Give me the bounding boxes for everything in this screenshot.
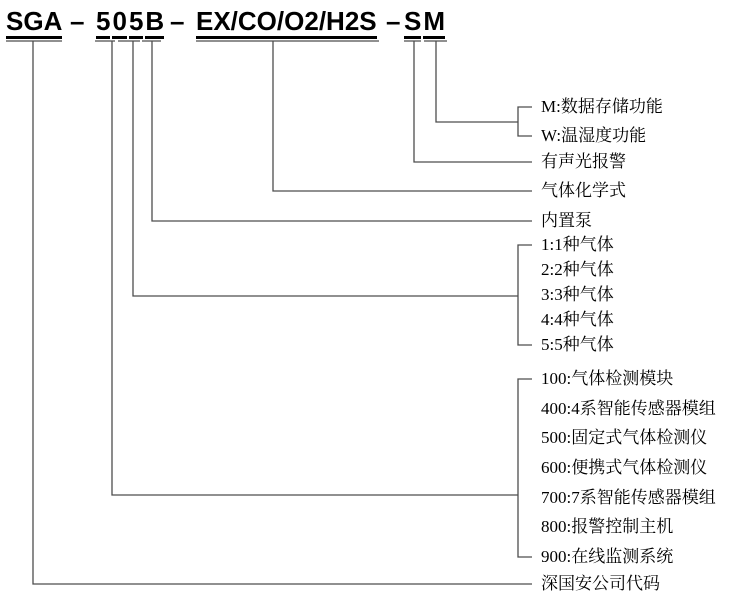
connector-builtin-pump bbox=[142, 41, 532, 221]
label-gas-count-2: 2:2种气体 bbox=[541, 260, 614, 279]
connector-gas-count bbox=[118, 41, 518, 296]
label-series-900: 900:在线监测系统 bbox=[541, 547, 674, 566]
option-letter-m: M bbox=[423, 6, 445, 39]
series-digit-3: 5 bbox=[129, 6, 143, 39]
separator-2: – bbox=[170, 6, 185, 36]
label-m-option: M:数据存储功能 bbox=[541, 97, 663, 116]
label-series-600: 600:便携式气体检测仪 bbox=[541, 458, 708, 477]
gas-formula-code: EX/CO/O2/H2S bbox=[196, 6, 377, 39]
connector-chemical-formula bbox=[196, 41, 532, 191]
separator-1: – bbox=[70, 6, 85, 36]
series-digit-2: 0 bbox=[112, 6, 126, 39]
label-gas-count-1: 1:1种气体 bbox=[541, 235, 614, 254]
model-series-code bbox=[96, 6, 166, 39]
label-gas-count-4: 4:4种气体 bbox=[541, 310, 614, 329]
label-builtin-pump: 内置泵 bbox=[541, 211, 592, 230]
bracket-mw-options bbox=[518, 107, 532, 136]
bracket-gas-counts bbox=[518, 245, 532, 345]
model-prefix: SGA bbox=[6, 6, 62, 39]
option-letter-s: S bbox=[404, 6, 421, 39]
separator-3: – bbox=[386, 6, 401, 36]
series-letter-pump: B bbox=[145, 6, 164, 39]
label-series-800: 800:报警控制主机 bbox=[541, 517, 674, 536]
label-gas-count-5: 5:5种气体 bbox=[541, 335, 614, 354]
bracket-product-series bbox=[518, 379, 532, 557]
label-gas-count-3: 3:3种气体 bbox=[541, 285, 614, 304]
label-chemical-formula: 气体化学式 bbox=[541, 181, 626, 200]
label-company-code: 深国安公司代码 bbox=[541, 574, 660, 593]
series-digit-1: 5 bbox=[96, 6, 110, 39]
connector-product-series bbox=[95, 41, 518, 495]
label-series-700: 700:7系智能传感器模组 bbox=[541, 488, 716, 507]
connector-mw-options bbox=[424, 41, 518, 122]
label-alarm: 有声光报警 bbox=[541, 152, 626, 171]
options-code bbox=[404, 6, 447, 39]
label-series-100: 100:气体检测模块 bbox=[541, 369, 674, 388]
label-series-400: 400:4系智能传感器模组 bbox=[541, 399, 716, 418]
label-series-500: 500:固定式气体检测仪 bbox=[541, 428, 708, 447]
label-w-option: W:温湿度功能 bbox=[541, 126, 647, 145]
connector-alarm bbox=[404, 41, 532, 162]
